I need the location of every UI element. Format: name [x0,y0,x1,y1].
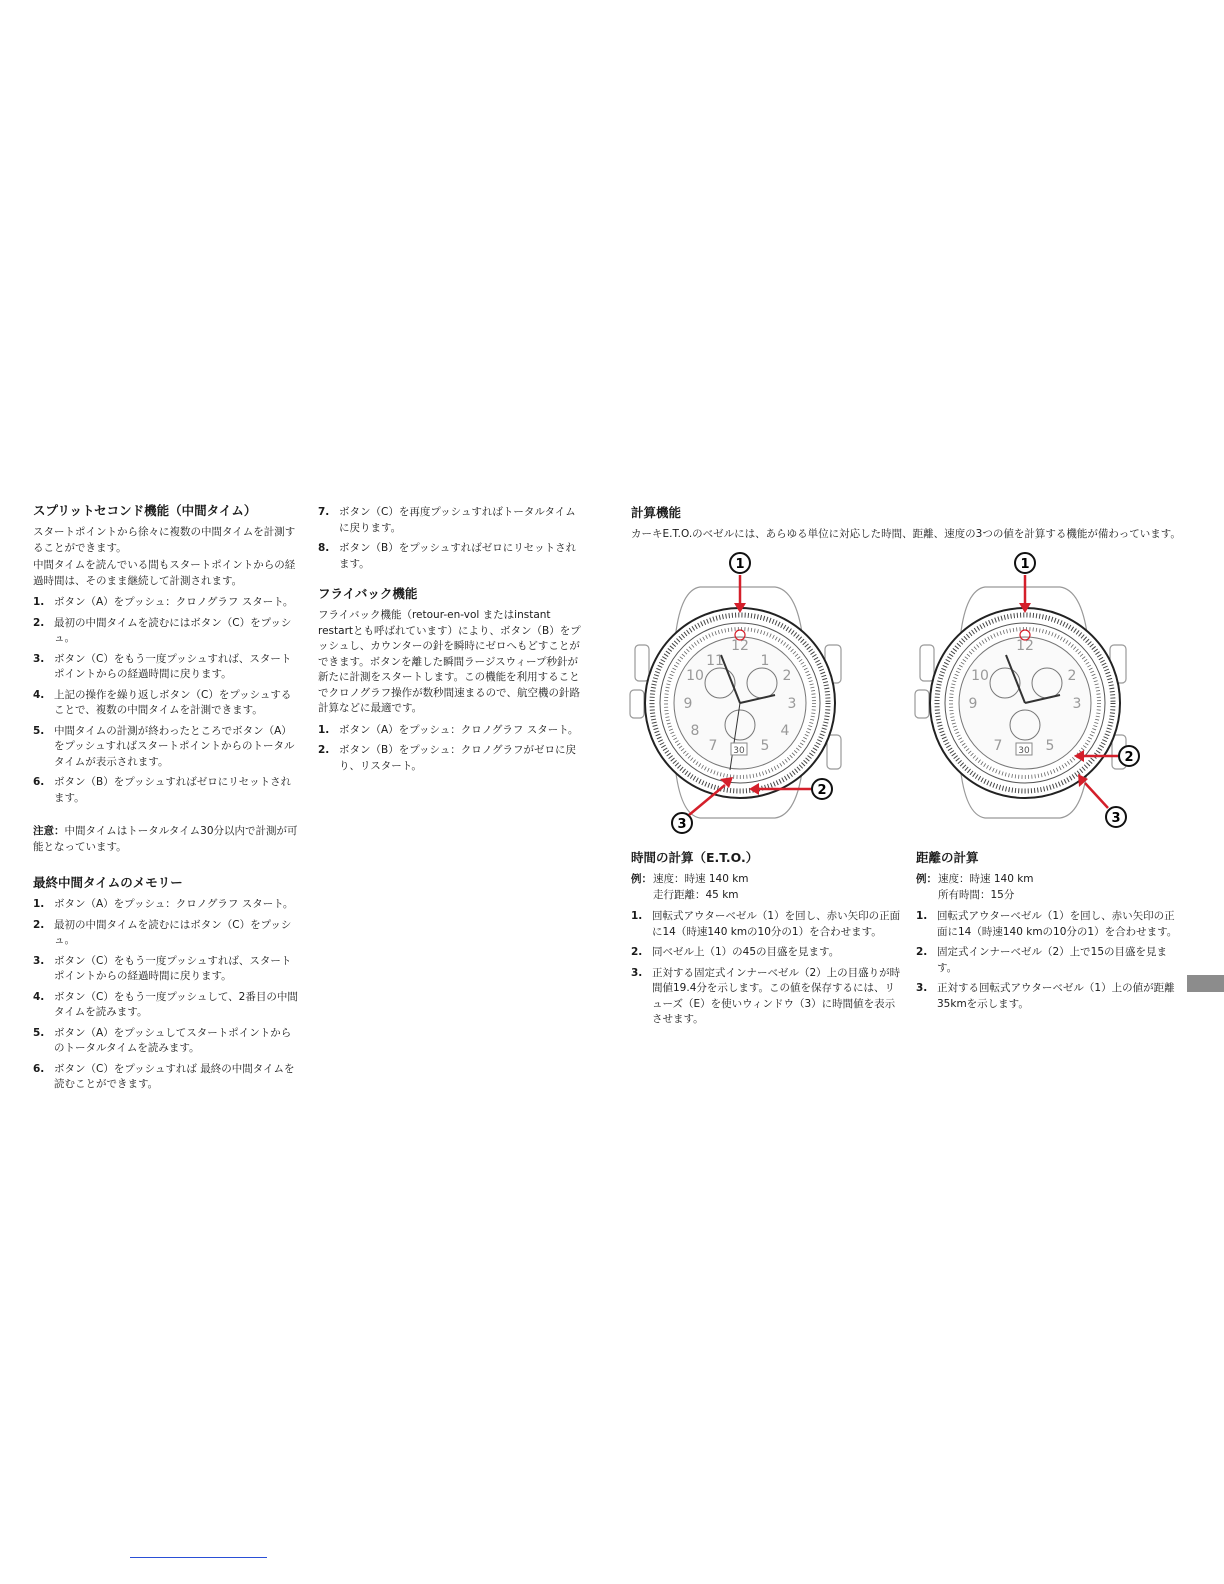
dial-numeral: 1 [760,653,770,669]
list-item: 3. ボタン（C）をもう一度プッシュすれば、スタートポイントからの経過時間に戻ります。 [33,652,292,680]
list-item: 6. ボタン（C）をプッシュすれば 最終の中間タイムを読むことができます。 [33,1062,295,1090]
dial-numeral: 7 [993,738,1003,754]
flyback-title: フライバック機能 [318,586,418,601]
list-item: 3. ボタン（C）をもう一度プッシュすれば、スタートポイントからの経過時間に戻ります。 [33,954,292,982]
dial-numeral: 8 [690,723,700,739]
flyback-steps [318,723,584,775]
eto-title: 時間の計算（E.T.O.） [631,850,759,865]
memory-steps [33,897,298,1093]
dial-numeral: 5 [1045,738,1055,754]
dial-numeral: 9 [683,696,693,712]
footer-rule [130,1557,267,1558]
dial-numeral: 12 [731,638,749,654]
list-item: 2. 最初の中間タイムを読むにはボタン（C）をプッシュ。 [33,918,292,946]
eto-steps [631,909,901,1028]
memory-title: 最終中間タイムのメモリー [33,875,183,890]
calc-title: 計算機能 [631,505,682,520]
date-window: 30 [1018,746,1030,756]
list-item: 1. ボタン（A）をプッシュ：クロノグラフ スタート。 [33,898,294,910]
dial-numeral: 9 [968,696,978,712]
list-item: 3. 正対する固定式インナーベゼル（2）上の目盛りが時間値19.4分を示します。この値を保存するには、リューズ（E）を使いウィンドウ（3）に時間値を表示させます。 [631,966,901,1025]
watch-diagram-distance [910,545,1140,840]
calc-intro: カーキE.T.O.のベゼルには、あらゆる単位に対応した時間、距離、速度の3つの値を計算する機能が備わっています。 [631,528,1181,540]
dial-numeral: 4 [780,723,790,739]
dial-numeral: 3 [1072,696,1082,712]
list-item: 4. 上記の操作を繰り返しボタン（C）をプッシュすることで、複数の中間タイムを計測できます。 [33,688,292,716]
eto-example: 例： 速度：時速 140 km 走行距離：45 km [631,873,749,901]
list-item: 6. ボタン（B）をプッシュすればゼロにリセットされます。 [33,776,292,804]
callout-3: 3 [1111,811,1121,826]
dial-numeral: 7 [708,738,718,754]
dial-numeral: 3 [787,696,797,712]
dial-numeral: 10 [686,668,704,684]
distance-section [916,850,1184,1017]
callout-1: 1 [1020,557,1030,572]
list-item: 1. 回転式アウターベゼル（1）を回し、赤い矢印の正面に14（時速140 kmの10分の1）を合わせます。 [631,910,901,938]
list-item: 4. ボタン（C）をもう一度プッシュして、2番目の中間タイムを読みます。 [33,990,298,1018]
split-section [33,503,298,1098]
date-window: 30 [733,746,745,756]
callout-2: 2 [1124,750,1134,765]
flyback-body: フライバック機能（retour-en-vol またはinstant restartとも呼ばれています）により、ボタン（B）をプッシュし、カウンターの針を瞬時にゼロへもどすことができます。ボタンを離した瞬間ラージスウィープ秒針が新たに計測をスタートします。この機能を利用することでクロノグラフ操作が数秒間速まるので、航空機の針路計算などに最適です。 [318,609,581,714]
distance-steps [916,909,1184,1012]
callout-3: 3 [677,817,687,832]
list-item: 2. 最初の中間タイムを読むにはボタン（C）をプッシュ。 [33,616,292,644]
list-item: 1. ボタン（A）をプッシュ：クロノグラフ スタート。 [33,596,294,608]
list-item: 2. 同ベゼル上（1）の45の目盛を見ます。 [631,946,840,958]
dial-numeral: 2 [782,668,792,684]
dial-numeral: 11 [706,653,724,669]
callout-2: 2 [817,783,827,798]
split-title: スプリットセコンド機能（中間タイム） [33,503,257,518]
column-2 [318,505,584,779]
distance-title: 距離の計算 [916,850,979,865]
list-item: 3. 正対する回転式アウターベゼル（1）上の値が距離35kmを示します。 [916,982,1175,1010]
list-item: 1. ボタン（A）をプッシュ：クロノグラフ スタート。 [318,723,579,736]
split-intro-2: 中間タイムを読んでいる間もスタートポイントからの経過時間は、そのまま継続して計測されます。 [33,559,296,587]
distance-example: 例： 速度：時速 140 km 所有時間：15分 [916,873,1034,901]
memory-steps-continued [318,505,584,572]
eto-section [631,850,901,1033]
dial-numeral: 2 [1067,668,1077,684]
list-item: 8. ボタン（B）をプッシュすればゼロにリセットされます。 [318,542,577,570]
calc-section [631,505,1191,545]
callout-1: 1 [735,557,745,572]
list-item: 7. ボタン（C）を再度プッシュすればトータルタイムに戻ります。 [318,506,576,534]
page-edge-tab [1187,975,1224,992]
list-item: 2. 固定式インナーベゼル（2）上で15の目盛を見ます。 [916,946,1168,974]
watch-diagram-eto [625,545,855,840]
dial-numeral: 12 [1016,638,1034,654]
list-item: 1. 回転式アウターベゼル（1）を回し、赤い矢印の正面に14（時速140 kmの10分の1）を合わせます。 [916,910,1178,938]
split-note: 注意：中間タイムはトータルタイム30分以内で計測が可能となっています。 [33,825,298,853]
list-item: 2. ボタン（B）をプッシュ：クロノグラフがゼロに戻り、リスタート。 [318,744,576,772]
split-intro-1: スタートポイントから徐々に複数の中間タイムを計測することができます。 [33,526,296,554]
dial-numeral: 5 [760,738,770,754]
split-steps [33,595,298,806]
dial-numeral: 10 [971,668,989,684]
list-item: 5. ボタン（A）をプッシュしてスタートポイントからのトータルタイムを読みます。 [33,1026,292,1054]
list-item: 5. 中間タイムの計測が終わったところでボタン（A）をプッシュすればスタートポイントからのトータルタイムが表示されます。 [33,724,295,768]
